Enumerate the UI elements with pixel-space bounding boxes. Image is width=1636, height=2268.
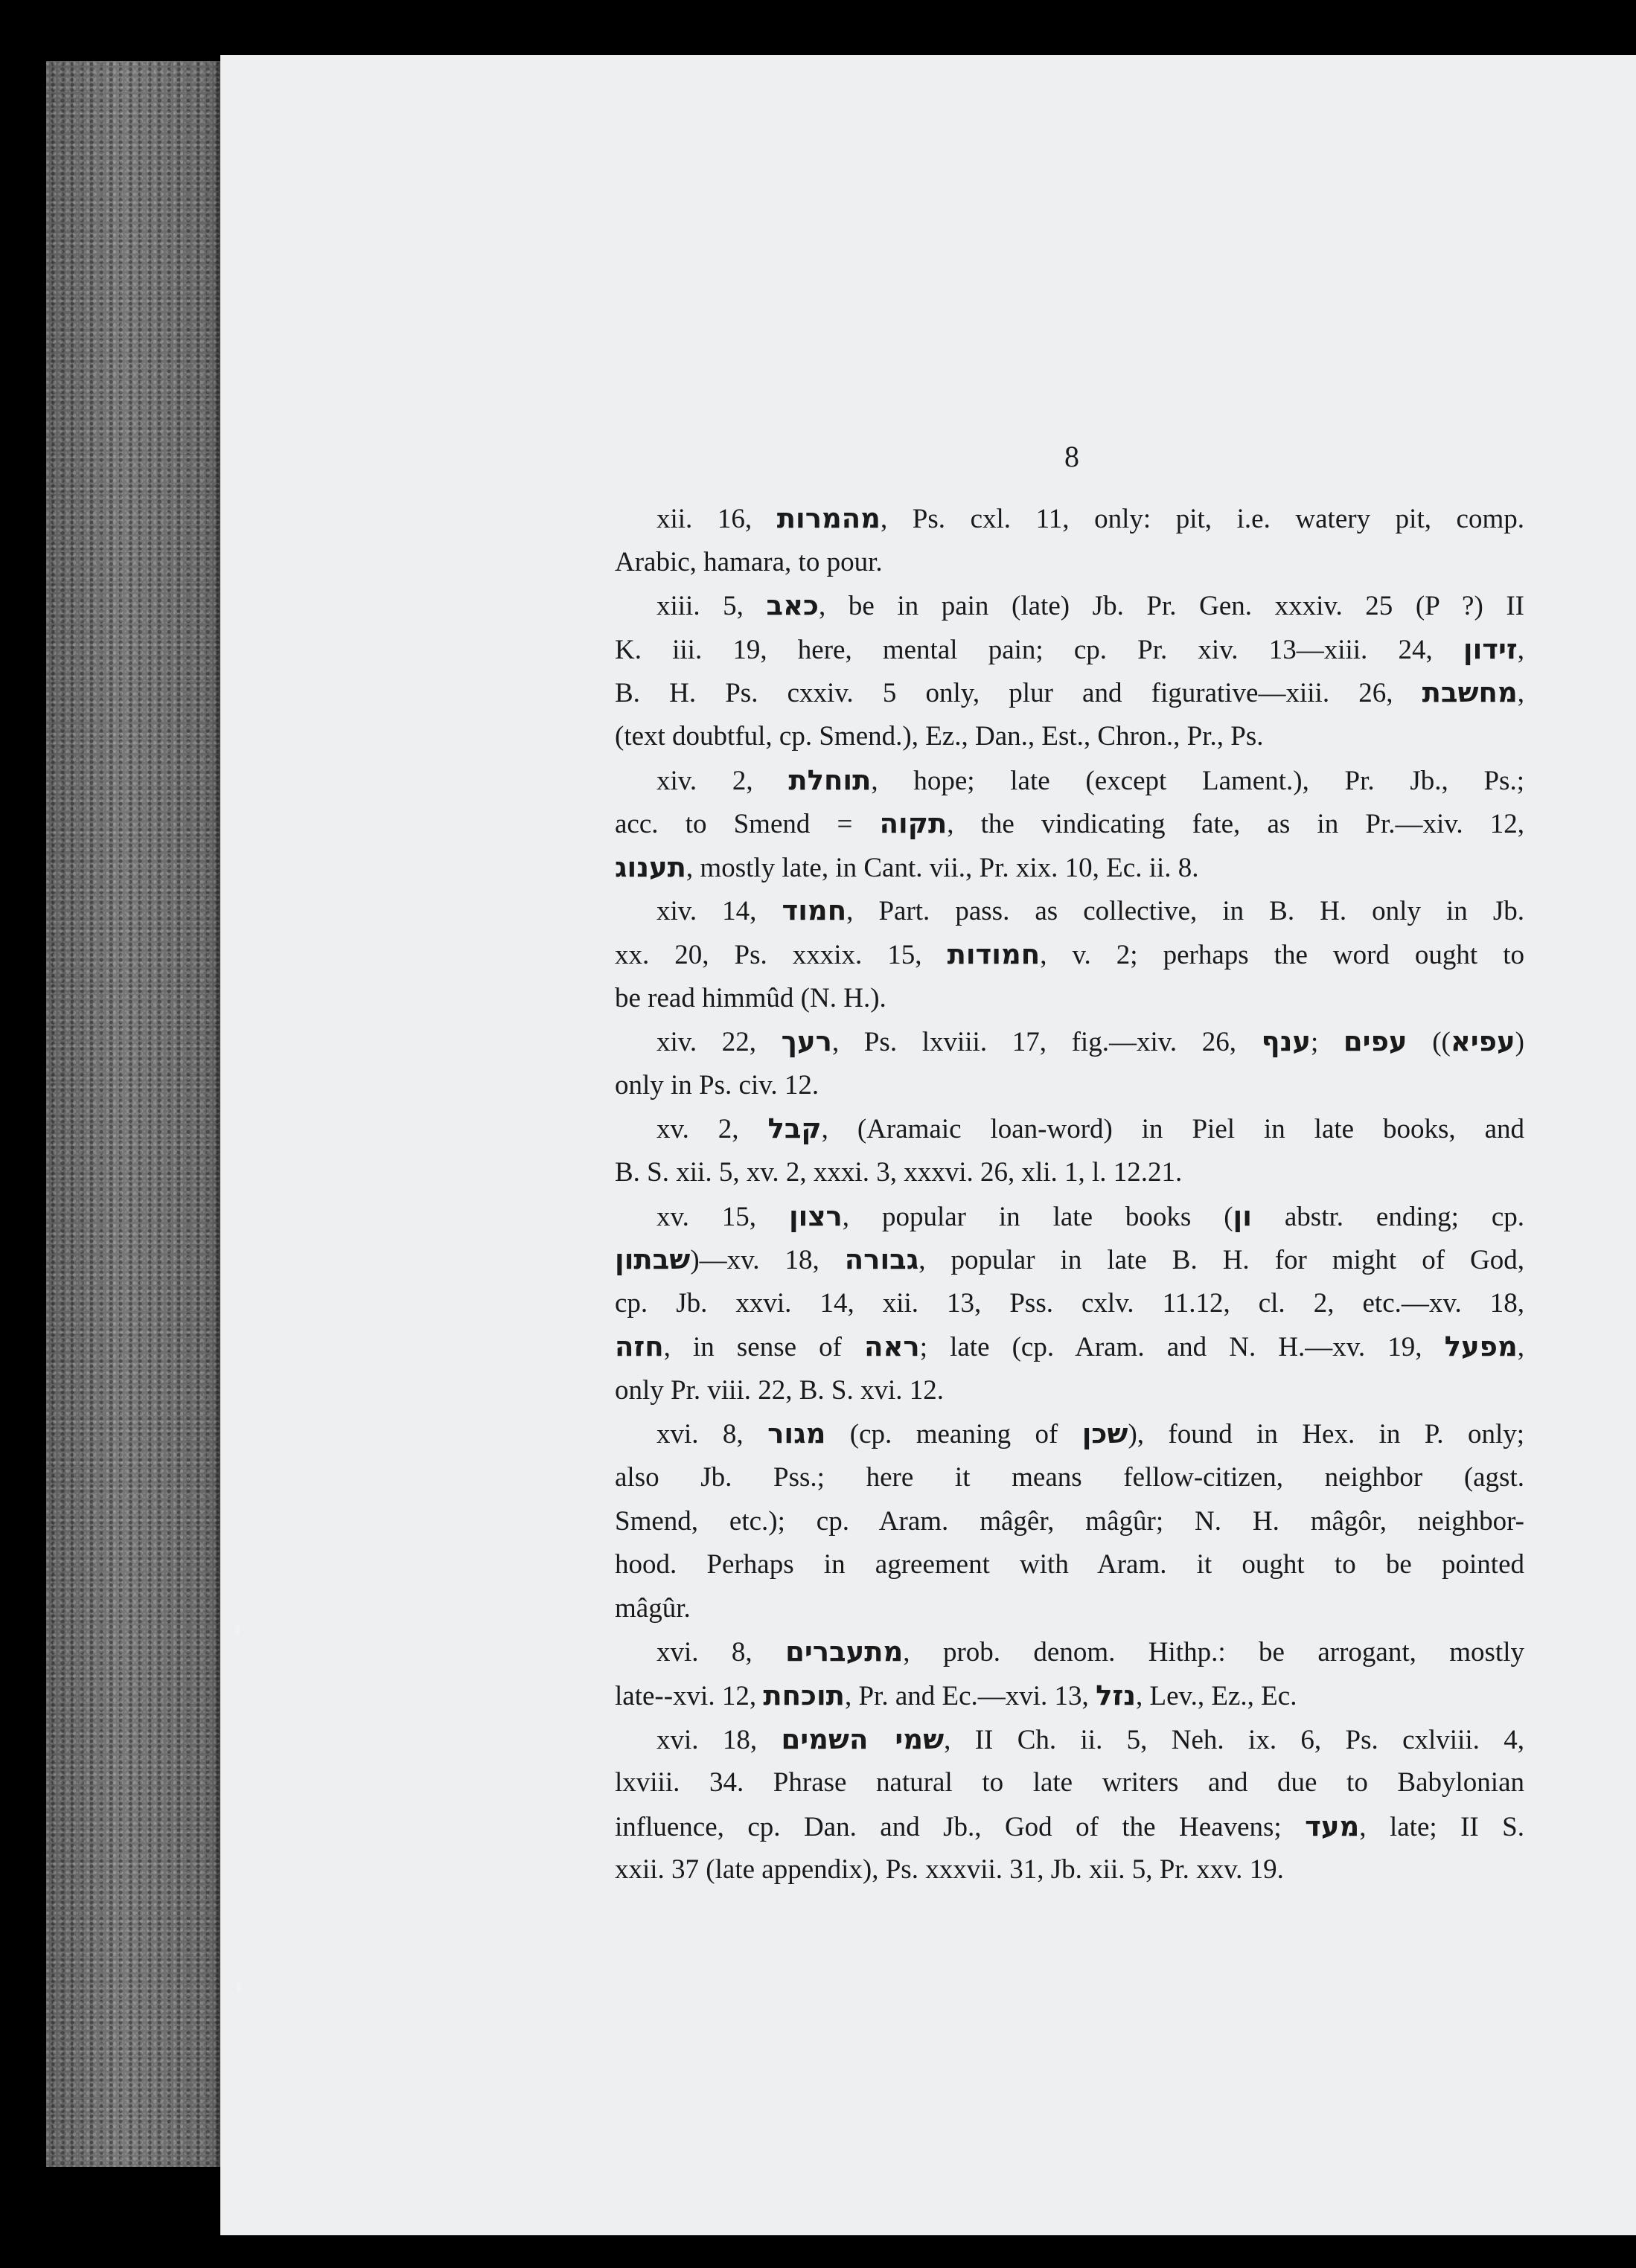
- text-line: be read himmûd (N. H.).: [615, 982, 886, 1013]
- text-line: mâgûr.: [615, 1592, 691, 1624]
- text-line: also Jb. Pss.; here it means fellow-citizen, neighbor (agst.: [615, 1462, 1524, 1493]
- body-text: [615, 497, 1524, 1892]
- text-line: xvi. 18, שמי השמים, II Ch. ii. 5, Neh. ix. 6, Ps. cxlviii. 4,: [656, 1723, 1525, 1755]
- text-line: influence, cp. Dan. and Jb., God of the Heavens; מעד, late; II S.: [615, 1810, 1524, 1842]
- text-line: שבתון)—xv. 18, גבורה, popular in late B. H. for might of God,: [615, 1243, 1524, 1276]
- margin-mark: [235, 1625, 240, 1636]
- text-line: xvi. 8, מתעברים, prob. denom. Hithp.: be arrogant, mostly: [656, 1636, 1524, 1668]
- text-line: Smend, etc.); cp. Aram. mâgêr, mâgûr; N. H. mâgôr, neighbor-: [615, 1505, 1524, 1537]
- text-line: xvi. 8, מגור (cp. meaning of שכן), found in Hex. in P. only;: [656, 1418, 1524, 1450]
- text-line: hood. Perhaps in agreement with Aram. it ought to be pointed: [615, 1549, 1524, 1580]
- text-line: xii. 16, מהמרות, Ps. cxl. 11, only: pit, i.e. watery pit, comp.: [656, 502, 1525, 534]
- book-cover-edge: [46, 61, 232, 2167]
- text-line: only in Ps. civ. 12.: [615, 1069, 819, 1101]
- text-line: acc. to Smend = תקוה, the vindicating fate, as in Pr.—xiv. 12,: [615, 807, 1524, 840]
- text-line: חזה, in sense of ראה; late (cp. Aram. and N. H.—xv. 19, מפעל,: [615, 1330, 1524, 1363]
- text-line: Arabic, hamara, to pour.: [615, 546, 883, 577]
- text-line: K. iii. 19, here, mental pain; cp. Pr. xiv. 13—xiii. 24, זידון,: [615, 632, 1524, 665]
- text-line: lxviii. 34. Phrase natural to late writers and due to Babylonian: [615, 1767, 1524, 1798]
- text-line: xiv. 2, תוחלת, hope; late (except Lament.), Pr. Jb., Ps.;: [656, 763, 1524, 796]
- text-line: xiv. 14, חמוד, Part. pass. as collective, in B. H. only in Jb.: [656, 894, 1524, 927]
- text-line: only Pr. viii. 22, B. S. xvi. 12.: [615, 1374, 945, 1406]
- text-line: xv. 15, רצון, popular in late books (ון abstr. ending; cp.: [656, 1199, 1524, 1232]
- text-line: xiv. 22, רעך, Ps. lxviii. 17, fig.—xiv. 26, ענף; עפים ((עפיא): [656, 1025, 1524, 1058]
- text-line: B. S. xii. 5, xv. 2, xxxi. 3, xxxvi. 26, xli. 1, l. 12.21.: [615, 1156, 1183, 1188]
- text-line: xx. 20, Ps. xxxix. 15, חמודות, v. 2; perhaps the word ought to: [615, 938, 1524, 970]
- text-line: xiii. 5, כאב, be in pain (late) Jb. Pr. Gen. xxxiv. 25 (P ?) II: [656, 589, 1525, 622]
- page-number: 8: [1064, 440, 1079, 473]
- text-line: late--xvi. 12, תוכחת, Pr. and Ec.—xvi. 13, נזל, Lev., Ez., Ec.: [615, 1679, 1297, 1712]
- margin-mark: [237, 1982, 241, 1993]
- text-line: xv. 2, קבל, (Aramaic loan-word) in Piel in late books, and: [656, 1112, 1524, 1145]
- text-line: B. H. Ps. cxxiv. 5 only, plur and figurative—xiii. 26, מחשבת,: [615, 676, 1524, 709]
- text-line: cp. Jb. xxvi. 14, xii. 13, Pss. cxlv. 11.12, cl. 2, etc.—xv. 18,: [615, 1287, 1524, 1319]
- text-line: (text doubtful, cp. Smend.), Ez., Dan., Est., Chron., Pr., Ps.: [615, 720, 1264, 752]
- text-line: xxii. 37 (late appendix), Ps. xxxvii. 31, Jb. xii. 5, Pr. xxv. 19.: [615, 1854, 1284, 1886]
- text-line: תענוג, mostly late, in Cant. vii., Pr. xix. 10, Ec. ii. 8.: [615, 850, 1199, 883]
